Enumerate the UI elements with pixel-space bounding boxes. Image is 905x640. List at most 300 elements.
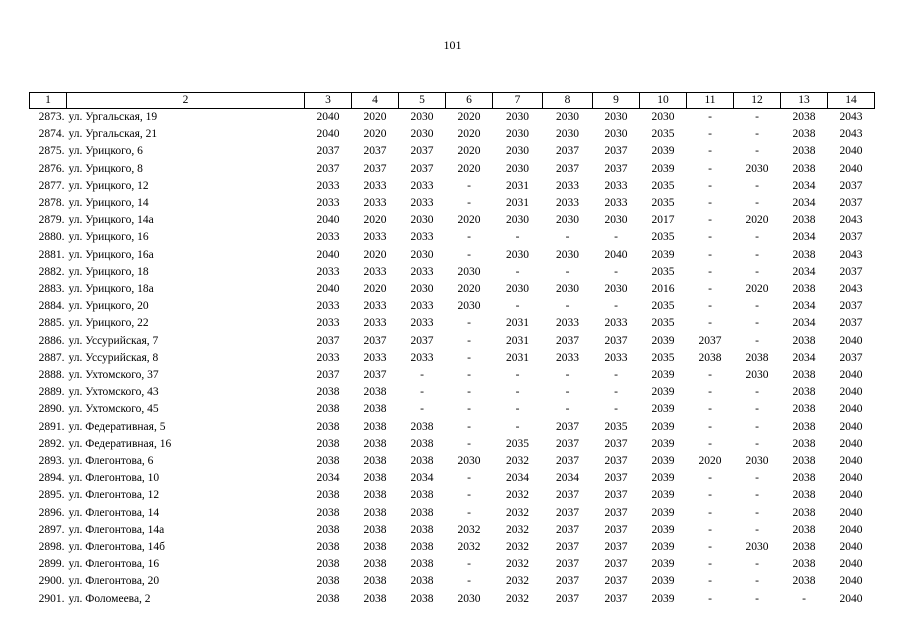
year-cell: 2037 (316, 334, 340, 347)
year-cell: 2037 (698, 334, 722, 347)
row-address: ул. Урицкого, 18а (68, 283, 154, 296)
year-cell: 2043 (839, 128, 863, 141)
year-cell: - (755, 558, 759, 571)
year-cell: 2020 (363, 128, 387, 141)
year-cell: 2039 (651, 455, 675, 468)
table-row (30, 264, 875, 281)
year-cell: - (755, 231, 759, 244)
row-address: ул. Фоломеева, 2 (68, 592, 151, 605)
year-cell: 2038 (316, 455, 340, 468)
year-cell: 2031 (506, 334, 529, 347)
row-number: 2890. (38, 403, 65, 416)
year-cell: 2038 (363, 403, 387, 416)
year-cell: 2037 (604, 489, 628, 502)
row-address: ул. Флегонтова, 10 (68, 472, 160, 485)
year-cell: 2037 (839, 197, 863, 210)
year-cell: 2033 (604, 351, 628, 364)
year-cell: 2038 (410, 489, 434, 502)
year-cell: 2033 (316, 317, 340, 330)
year-cell: 2033 (556, 179, 579, 192)
year-cell: 2020 (457, 162, 481, 175)
year-cell: - (420, 403, 424, 416)
year-cell: 2037 (556, 489, 579, 502)
year-cell: - (467, 506, 471, 519)
year-cell: 2043 (839, 111, 863, 123)
year-cell: 2038 (363, 420, 387, 433)
year-cell: - (708, 472, 712, 485)
year-cell: 2038 (792, 369, 816, 382)
column-header: 7 (493, 93, 543, 109)
year-cell: 2040 (604, 248, 628, 261)
year-cell: 2034 (792, 351, 816, 364)
year-cell: 2037 (604, 334, 628, 347)
year-cell: 2038 (792, 111, 816, 123)
year-cell: 2030 (410, 283, 434, 296)
year-cell: 2038 (363, 523, 387, 536)
year-cell: 2039 (651, 541, 675, 554)
year-cell: 2040 (839, 455, 863, 468)
year-cell: 2020 (363, 111, 387, 123)
row-address: ул. Урицкого, 8 (68, 162, 143, 175)
year-cell: 2037 (556, 437, 579, 450)
row-address: ул. Уссурийская, 7 (68, 334, 159, 347)
year-cell: 2039 (651, 386, 675, 399)
year-cell: 2040 (839, 472, 863, 485)
year-cell: - (755, 111, 759, 123)
year-cell: 2033 (316, 231, 340, 244)
row-number: 2873. (38, 111, 65, 123)
year-cell: - (708, 541, 712, 554)
year-cell: 2030 (410, 248, 434, 261)
year-cell: - (755, 506, 759, 519)
year-cell: 2033 (410, 197, 434, 210)
year-cell: - (467, 558, 471, 571)
year-cell: 2030 (506, 214, 529, 227)
year-cell: 2034 (792, 317, 816, 330)
year-cell: - (467, 420, 471, 433)
year-cell: - (755, 403, 759, 416)
column-header: 13 (781, 93, 828, 109)
year-cell: 2033 (410, 265, 434, 278)
year-cell: - (565, 265, 570, 278)
year-cell: 2040 (839, 592, 863, 605)
year-cell: - (755, 523, 759, 536)
row-number: 2874. (38, 128, 65, 141)
year-cell: - (708, 386, 712, 399)
row-address: ул. Урицкого, 12 (68, 179, 149, 192)
year-cell: 2040 (839, 403, 863, 416)
year-cell: - (708, 317, 712, 330)
year-cell: 2038 (316, 437, 340, 450)
year-cell: - (467, 231, 471, 244)
year-cell: - (467, 369, 471, 382)
row-number: 2889. (38, 386, 65, 399)
year-cell: - (708, 265, 712, 278)
table-row (30, 143, 875, 160)
year-cell: - (755, 575, 759, 588)
year-cell: 2038 (316, 592, 340, 605)
table-row (30, 161, 875, 178)
row-address: ул. Ухтомского, 43 (68, 386, 159, 399)
year-cell: 2034 (556, 472, 579, 485)
year-cell: 2039 (651, 592, 675, 605)
year-cell: 2037 (604, 455, 628, 468)
year-cell: 2030 (556, 248, 579, 261)
row-address: ул. Уссурийская, 8 (68, 351, 159, 364)
year-cell: 2033 (556, 317, 579, 330)
year-cell: - (515, 420, 520, 433)
year-cell: 2035 (651, 265, 675, 278)
year-cell: - (755, 386, 759, 399)
year-cell: 2037 (556, 334, 579, 347)
year-cell: - (755, 300, 759, 313)
row-number: 2886. (38, 334, 65, 347)
year-cell: 2037 (604, 506, 628, 519)
year-cell: 2039 (651, 248, 675, 261)
year-cell: 2040 (839, 506, 863, 519)
year-cell: 2033 (316, 265, 340, 278)
year-cell: 2030 (457, 265, 481, 278)
year-cell: 2031 (506, 351, 529, 364)
year-cell: 2035 (651, 317, 675, 330)
year-cell: 2037 (556, 145, 579, 158)
year-cell: 2039 (651, 523, 675, 536)
year-cell: 2040 (839, 386, 863, 399)
year-cell: 2030 (604, 214, 628, 227)
year-cell: 2039 (651, 145, 675, 158)
year-cell: 2037 (556, 523, 579, 536)
column-header: 11 (687, 93, 734, 109)
year-cell: 2034 (792, 231, 816, 244)
year-cell: 2038 (792, 472, 816, 485)
column-header: 4 (352, 93, 399, 109)
year-cell: 2038 (410, 541, 434, 554)
table-row (30, 487, 875, 504)
year-cell: - (467, 472, 471, 485)
column-header: 14 (828, 93, 875, 109)
year-cell: 2033 (363, 300, 387, 313)
year-cell: - (708, 283, 712, 296)
row-address: ул. Флегонтова, 12 (68, 489, 160, 502)
year-cell: 2038 (792, 489, 816, 502)
year-cell: 2033 (410, 300, 434, 313)
header-row (30, 93, 875, 109)
year-cell: 2033 (410, 231, 434, 244)
column-header: 8 (543, 93, 593, 109)
year-cell: 2038 (792, 437, 816, 450)
year-cell: - (708, 214, 712, 227)
year-cell: 2038 (792, 575, 816, 588)
table-row (30, 350, 875, 367)
year-cell: 2038 (316, 541, 340, 554)
year-cell: 2040 (316, 248, 340, 261)
row-number: 2876. (38, 162, 65, 175)
year-cell: 2038 (410, 558, 434, 571)
column-header: 1 (30, 93, 67, 109)
row-address: ул. Урицкого, 14а (68, 214, 154, 227)
year-cell: 2039 (651, 403, 675, 416)
year-cell: 2040 (839, 541, 863, 554)
year-cell: - (708, 558, 712, 571)
year-cell: 2038 (792, 214, 816, 227)
row-number: 2881. (38, 248, 65, 261)
year-cell: 2038 (410, 455, 434, 468)
year-cell: 2033 (363, 179, 387, 192)
year-cell: 2038 (792, 334, 816, 347)
year-cell: - (565, 231, 570, 244)
year-cell: 2037 (410, 145, 434, 158)
year-cell: 2040 (316, 111, 340, 123)
year-cell: 2038 (792, 506, 816, 519)
year-cell: 2034 (316, 472, 340, 485)
column-header: 9 (593, 93, 640, 109)
year-cell: 2040 (316, 128, 340, 141)
column-header: 12 (734, 93, 781, 109)
year-cell: 2038 (792, 145, 816, 158)
row-address: ул. Ургальская, 19 (68, 111, 158, 123)
year-cell: 2030 (604, 283, 628, 296)
row-address: ул. Урицкого, 14 (68, 197, 149, 210)
row-address: ул. Урицкого, 18 (68, 265, 149, 278)
year-cell: 2043 (839, 283, 863, 296)
year-cell: - (708, 111, 712, 123)
year-cell: 2037 (363, 334, 387, 347)
column-header: 6 (446, 93, 493, 109)
year-cell: 2037 (604, 558, 628, 571)
year-cell: 2034 (792, 300, 816, 313)
year-cell: 2039 (651, 437, 675, 450)
year-cell: - (614, 231, 618, 244)
year-cell: 2037 (316, 145, 340, 158)
year-cell: 2038 (792, 541, 816, 554)
year-cell: 2033 (556, 351, 579, 364)
year-cell: - (467, 386, 471, 399)
year-cell: 2040 (316, 283, 340, 296)
year-cell: 2030 (506, 145, 529, 158)
year-cell: 2033 (363, 197, 387, 210)
table-row (30, 591, 875, 608)
year-cell: 2038 (410, 437, 434, 450)
year-cell: 2037 (604, 523, 628, 536)
row-number: 2895. (38, 489, 65, 502)
row-number: 2875. (38, 145, 65, 158)
table-row (30, 333, 875, 350)
year-cell: 2030 (457, 455, 481, 468)
year-cell: 2038 (792, 283, 816, 296)
table-row (30, 315, 875, 332)
year-cell: 2038 (792, 403, 816, 416)
year-cell: 2030 (745, 369, 769, 382)
table-row (30, 229, 875, 246)
year-cell: 2032 (506, 506, 529, 519)
row-number: 2883. (38, 283, 65, 296)
year-cell: 2037 (556, 420, 579, 433)
year-cell: 2030 (604, 128, 628, 141)
year-cell: 2038 (792, 248, 816, 261)
year-cell: 2038 (316, 558, 340, 571)
table-row (30, 522, 875, 539)
row-number: 2882. (38, 265, 65, 278)
year-cell: 2039 (651, 575, 675, 588)
year-cell: 2037 (556, 592, 579, 605)
table-row (30, 298, 875, 315)
table-row (30, 367, 875, 384)
year-cell: 2038 (792, 128, 816, 141)
year-cell: - (708, 162, 712, 175)
year-cell: 2030 (556, 214, 579, 227)
year-cell: 2034 (792, 179, 816, 192)
year-cell: 2033 (556, 197, 579, 210)
year-cell: 2020 (745, 214, 769, 227)
year-cell: - (755, 197, 759, 210)
year-cell: 2035 (651, 179, 675, 192)
year-cell: - (467, 575, 471, 588)
row-number: 2879. (38, 214, 65, 227)
column-header: 2 (67, 93, 305, 109)
year-cell: 2032 (506, 489, 529, 502)
row-number: 2877. (38, 179, 65, 192)
row-address: ул. Федеративная, 5 (68, 420, 166, 433)
year-cell: 2037 (604, 472, 628, 485)
year-cell: 2037 (363, 145, 387, 158)
year-cell: 2037 (410, 334, 434, 347)
year-cell: 2030 (506, 111, 529, 123)
year-cell: - (708, 506, 712, 519)
year-cell: 2038 (363, 489, 387, 502)
row-address: ул. Флегонтова, 14а (68, 523, 165, 536)
year-cell: 2039 (651, 369, 675, 382)
row-number: 2899. (38, 558, 65, 571)
year-cell: 2038 (363, 575, 387, 588)
row-address: ул. Урицкого, 6 (68, 145, 143, 158)
year-cell: 2033 (363, 231, 387, 244)
year-cell: 2037 (556, 541, 579, 554)
table-row (30, 453, 875, 470)
table-row (30, 573, 875, 590)
year-cell: 2038 (410, 575, 434, 588)
year-cell: - (708, 197, 712, 210)
year-cell: 2030 (651, 111, 675, 123)
row-number: 2898. (38, 541, 65, 554)
year-cell: 2030 (556, 128, 579, 141)
year-cell: 2038 (316, 489, 340, 502)
year-cell: - (708, 523, 712, 536)
year-cell: 2038 (316, 575, 340, 588)
year-cell: - (515, 265, 520, 278)
year-cell: 2039 (651, 489, 675, 502)
year-cell: 2035 (651, 300, 675, 313)
year-cell: 2020 (363, 283, 387, 296)
year-cell: - (708, 248, 712, 261)
year-cell: - (515, 386, 520, 399)
year-cell: 2033 (604, 179, 628, 192)
row-number: 2888. (38, 369, 65, 382)
year-cell: 2033 (316, 179, 340, 192)
year-cell: - (708, 403, 712, 416)
year-cell: 2037 (410, 162, 434, 175)
row-address: ул. Урицкого, 22 (68, 317, 149, 330)
row-number: 2887. (38, 351, 65, 364)
row-address: ул. Флегонтова, 14 (68, 506, 160, 519)
year-cell: - (515, 231, 520, 244)
year-cell: 2037 (604, 437, 628, 450)
year-cell: - (467, 179, 471, 192)
year-cell: - (565, 403, 570, 416)
year-cell: - (708, 128, 712, 141)
year-cell: - (467, 248, 471, 261)
year-cell: 2035 (651, 128, 675, 141)
table-row (30, 384, 875, 401)
year-cell: 2038 (792, 386, 816, 399)
year-cell: 2038 (363, 386, 387, 399)
year-cell: - (565, 386, 570, 399)
year-cell: 2020 (745, 283, 769, 296)
year-cell: - (755, 179, 759, 192)
year-cell: 2038 (410, 420, 434, 433)
row-number: 2901. (38, 592, 65, 605)
year-cell: 2038 (410, 506, 434, 519)
year-cell: 2037 (604, 162, 628, 175)
row-address: ул. Урицкого, 16 (68, 231, 149, 244)
row-address: ул. Флегонтова, 20 (68, 575, 160, 588)
year-cell: - (708, 592, 712, 605)
year-cell: 2030 (506, 128, 529, 141)
year-cell: 2040 (839, 334, 863, 347)
year-cell: 2030 (410, 111, 434, 123)
year-cell: 2035 (506, 437, 529, 450)
year-cell: - (755, 592, 759, 605)
year-cell: 2040 (839, 420, 863, 433)
year-cell: - (708, 179, 712, 192)
year-cell: 2040 (839, 369, 863, 382)
year-cell: 2033 (410, 351, 434, 364)
year-cell: - (565, 300, 570, 313)
year-cell: 2039 (651, 472, 675, 485)
year-cell: 2032 (506, 575, 529, 588)
year-cell: - (708, 231, 712, 244)
year-cell: 2043 (839, 214, 863, 227)
year-cell: 2043 (839, 248, 863, 261)
table-row (30, 436, 875, 453)
year-cell: 2037 (556, 575, 579, 588)
row-number: 2894. (38, 472, 65, 485)
year-cell: - (614, 386, 618, 399)
year-cell: 2020 (363, 248, 387, 261)
year-cell: 2037 (839, 231, 863, 244)
row-address: ул. Федеративная, 16 (68, 437, 172, 450)
row-number: 2884. (38, 300, 65, 313)
column-header: 10 (640, 93, 687, 109)
year-cell: 2033 (363, 317, 387, 330)
row-number: 2885. (38, 317, 65, 330)
year-cell: 2037 (556, 506, 579, 519)
year-cell: - (802, 592, 806, 605)
year-cell: 2034 (792, 265, 816, 278)
year-cell: 2035 (651, 231, 675, 244)
year-cell: 2030 (556, 111, 579, 123)
year-cell: - (755, 265, 759, 278)
year-cell: 2037 (363, 162, 387, 175)
year-cell: - (420, 386, 424, 399)
year-cell: - (755, 145, 759, 158)
row-number: 2893. (38, 455, 65, 468)
table-row (30, 247, 875, 264)
year-cell: 2033 (363, 351, 387, 364)
table-row (30, 109, 875, 127)
year-cell: 2016 (651, 283, 675, 296)
year-cell: - (708, 575, 712, 588)
year-cell: 2020 (363, 214, 387, 227)
